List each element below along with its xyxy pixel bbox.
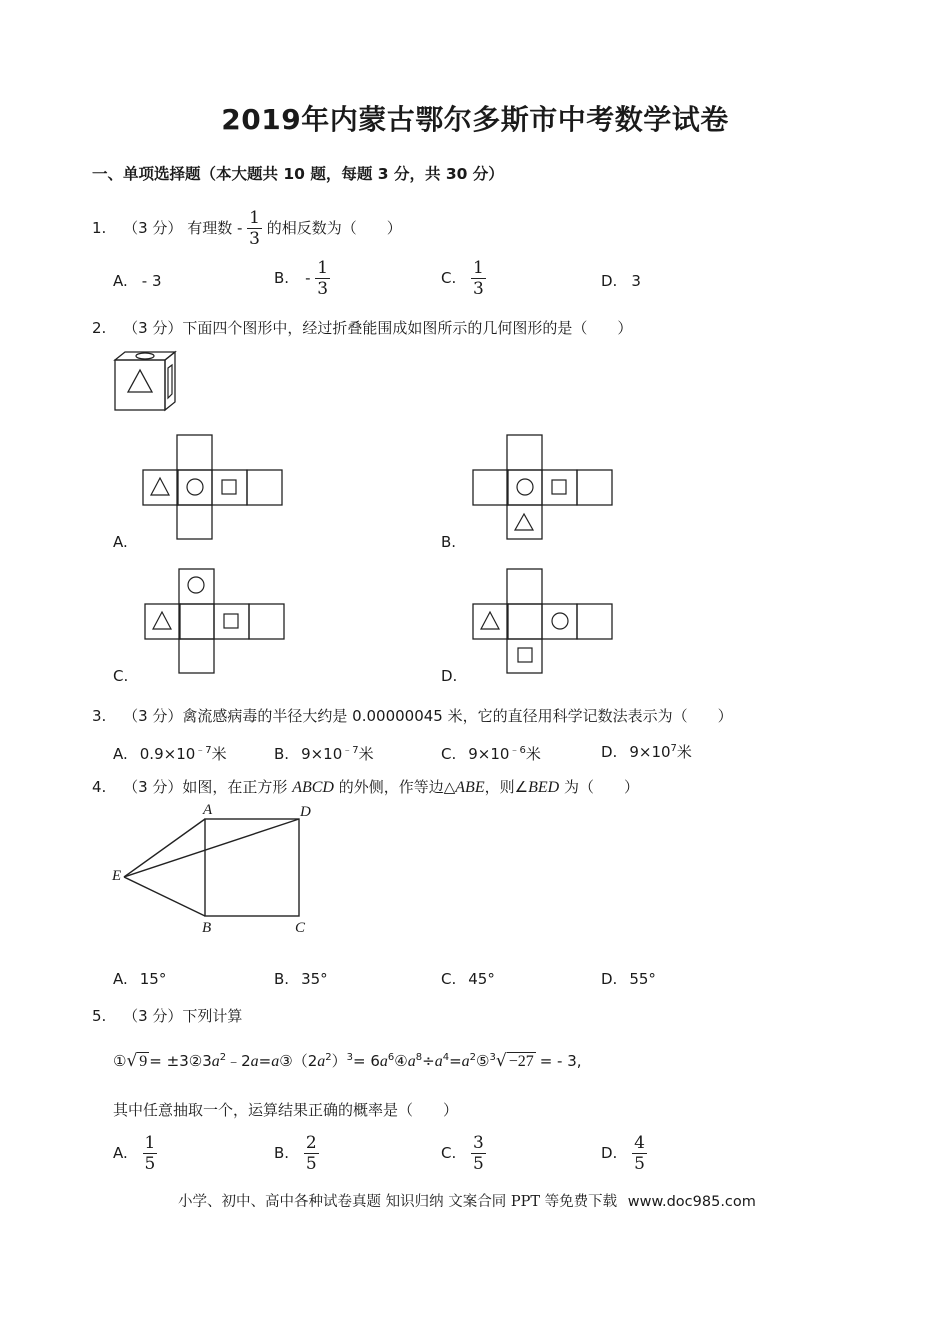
q5-option-a: A. $\frac{1}{5}$: [113, 1133, 156, 1174]
q3-option-d: D. $9\times 10^7$米: [601, 743, 692, 761]
label-c: C: [295, 920, 306, 936]
q1-text-pre: 有理数 -: [187, 219, 243, 237]
q2-option-c: C.: [113, 667, 129, 685]
q1-fraction: $\frac{1}{3}$: [249, 208, 260, 249]
q2-option-b: B.: [441, 533, 457, 551]
footer-link[interactable]: www.doc985.com: [627, 1194, 756, 1210]
question-5: 5. （3 分）下列计算: [92, 1007, 243, 1025]
net-option-a: [142, 434, 284, 540]
q4-option-b: B. 35°: [274, 970, 328, 988]
q1-option-d: D. 3: [601, 272, 641, 290]
label-e: E: [112, 868, 122, 884]
q4-option-a: A. 15°: [113, 970, 167, 988]
q3-option-b: B. $9\times 10^{﹣7}$米: [274, 745, 374, 763]
q1-text-post: 的相反数为（ ）: [266, 219, 402, 237]
label-d: D: [300, 804, 311, 820]
footer-text: 小学、初中、高中各种试卷真题 知识归纳 文案合同 PPT 等免费下载: [178, 1194, 618, 1210]
section-heading: 一、单项选择题（本大题共 10 题，每题 3 分，共 30 分）: [92, 165, 504, 183]
q5-option-b: B. $\frac{2}{5}$: [274, 1133, 317, 1174]
q1-option-a: A. - 3: [113, 272, 162, 290]
q5-option-c: C. $\frac{3}{5}$: [441, 1133, 484, 1174]
footer-banner: [178, 1190, 756, 1211]
q5-question-text: 其中任意抽取一个，运算结果正确的概率是（ ）: [113, 1101, 459, 1119]
q3-option-c: C. $9\times 10^{﹣6}$米: [441, 745, 541, 763]
question-3: 3. （3 分）禽流感病毒的半径大约是 0.00000045 米，它的直径用科学记数法表示为（ ）: [92, 707, 733, 725]
label-a: A: [203, 802, 213, 818]
q5-expression: ①√ $9 = \pm 3②3a^2﹣2a=a③(2a^2)^3=$ $6a^6④a^8\div a^4=a^2⑤^3√ -27$ = - 3,: [113, 1051, 582, 1071]
square-triangle-figure: [108, 800, 328, 940]
cube-figure: [113, 350, 178, 412]
net-option-d: [472, 568, 614, 674]
q2-option-d: D.: [441, 667, 458, 685]
net-option-c: [144, 568, 286, 674]
label-b: B: [202, 920, 212, 936]
q1-option-c: C. $\frac{1}{3}$: [441, 258, 484, 299]
net-option-b: [472, 434, 614, 540]
q5-option-d: D. $\frac{4}{5}$: [601, 1133, 645, 1174]
q1-option-b: B. - $\frac{1}{3}$: [274, 258, 329, 299]
question-1: [92, 208, 402, 249]
question-2: 2. （3 分）下面四个图形中，经过折叠能围成如图所示的几何图形的是（ ）: [92, 319, 633, 337]
q1-number: 1.: [92, 219, 107, 237]
question-4: 4. （3 分）如图，在正方形 ABCD 的外侧，作等边△ABE，则∠BED 为（ ）: [92, 778, 639, 796]
q1-score: （3 分）: [123, 219, 183, 237]
page-title: 2019年内蒙古鄂尔多斯市中考数学试卷: [221, 103, 729, 136]
q2-option-a: A.: [113, 533, 128, 551]
q3-option-a: A. $0.9\times 10^{﹣7}$米: [113, 745, 227, 763]
q4-option-d: D. 55°: [601, 970, 656, 988]
q4-option-c: C. 45°: [441, 970, 495, 988]
